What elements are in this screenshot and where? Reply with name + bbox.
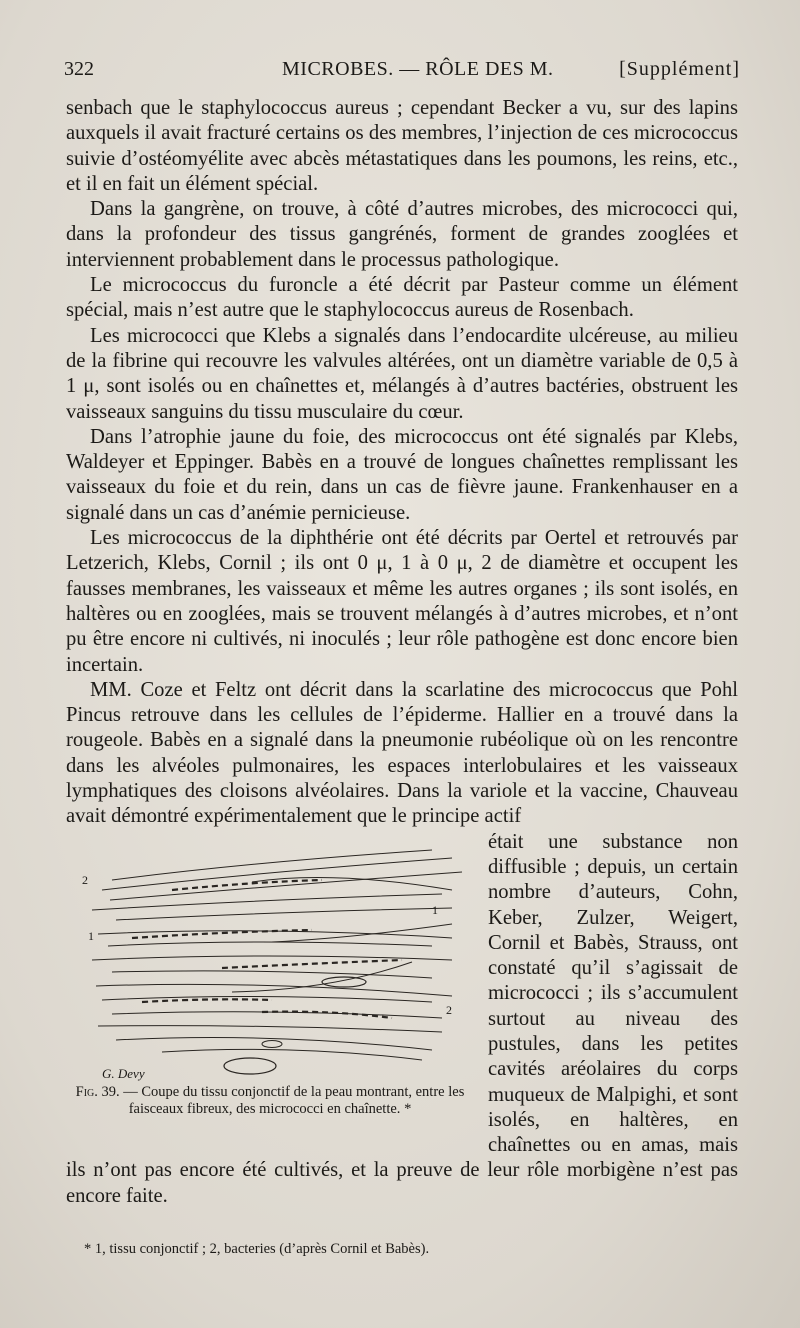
paragraph-2: Dans la gangrène, on trouve, à côté d’autres microbes, des micrococci qui, dans la profondeur des tissus gangrénés, forment de grandes zooglées et interviennent probablement dans le processus pathologique. [66, 198, 738, 271]
running-header [64, 58, 740, 88]
caption-footnote-mark: * [404, 1100, 412, 1117]
footnote: * 1, tissu conjonctif ; 2, bacteries (d’après Cornil et Babès). [84, 1241, 430, 1257]
engraver-signature: G. Devy [102, 1065, 145, 1081]
running-title: MICROBES. — RÔLE DES M. [282, 58, 554, 80]
figure-caption-text: — Coupe du tissu conjonctif de la peau montrant, entre les faisceaux fibreux, des micrococci en chaînette. [123, 1083, 465, 1117]
figure-label: Fig. 39. [75, 1083, 120, 1100]
paragraph-8: était une substance non diffusible ; depuis, un certain nombre d’auteurs, Cohn, Keber, Zulzer, Weigert, Cornil et Babès, Strauss, ont constaté qu’il s’agissait de micrococci ; ils s’accumulent surtout au niveau des pustules, dans les petites cavités aréolaires du corps muqueux de Malpighi, et sont isolés, en haltères, en chaînettes ou en amas, mais ils n’ont pas encore été cultivés, et la preuve de leur rôle morbigène n’est pas encore faite. [66, 830, 738, 1207]
paragraph-1: senbach que le staphylococcus aureus ; cependant Becker a vu, sur des lapins auxquels il avait fracturé certains os des membres, l’injection de ces micrococcus suivie d’ostéomyélite avec abcès métastatiques dans les poumons, les reins, etc., et il en fait un élément spécial. [66, 97, 738, 195]
paragraph-3: Le micrococcus du furoncle a été décrit par Pasteur comme un élément spécial, mais n’est autre que le staphylococcus aureus de Rosenbach. [66, 274, 738, 322]
marker-2-left: 2 [82, 872, 88, 887]
figure-39 [66, 832, 474, 1150]
paragraph-6: Les micrococcus de la diphthérie ont été décrits par Oertel et retrouvés par Letzerich, Klebs, Cornil ; ils ont 0 μ, 1 à 0 μ, 2 de diamètre et occupent les fausses membranes, les vaisseaux et même les autres organes ; ils sont isolés, en haltères ou en zooglées, mais se trouvent mélangés à d’autres microbes, et n’ont pu être encore ni cultivés, ni inoculés ; leur rôle pathogène est donc encore bien incertain. [66, 527, 738, 676]
marker-1-right: 1 [432, 902, 438, 917]
body-text [66, 96, 738, 1209]
fibrous-tissue-illustration [72, 842, 472, 1082]
section-label: [Supplément] [619, 58, 740, 80]
figure-caption [66, 1084, 474, 1118]
paragraph-7: MM. Coze et Feltz ont décrit dans la scarlatine des micrococcus que Pohl Pincus retrouve dans les cellules de l’épiderme. Hallier en a trouvé dans la rougeole. Babès en a signalé dans la pneumonie rubéolique où on les rencontre dans les alvéoles pulmonaires, les espaces interlobulaires et les vaisseaux lymphatiques des cloisons alvéolaires. Dans la variole et la vaccine, Chauveau avait démontré expérimentalement que le principe actif [66, 678, 738, 828]
page-number: 322 [64, 58, 94, 80]
paragraph-5: Dans l’atrophie jaune du foie, des micrococcus ont été signalés par Klebs, Waldeyer et Eppinger. Babès en a trouvé de longues chaînettes remplissant les vaisseaux du foie et du rein, dans un cas de fièvre jaune. Frankenhauser en a signalé dans un cas d’anémie pernicieuse. [66, 425, 738, 524]
paragraph-4: Les micrococci que Klebs a signalés dans l’endocardite ulcéreuse, au milieu de la fibrine qui recouvre les valvules altérées, ont un diamètre variable de 0,5 à 1 μ, sont isolés ou en chaînettes et, mélangés à d’autres bactéries, obstruent les vaisseaux sanguins du tissu musculaire du cœur. [66, 324, 738, 423]
marker-1-left: 1 [88, 928, 94, 943]
marker-2-right: 2 [446, 1002, 452, 1017]
